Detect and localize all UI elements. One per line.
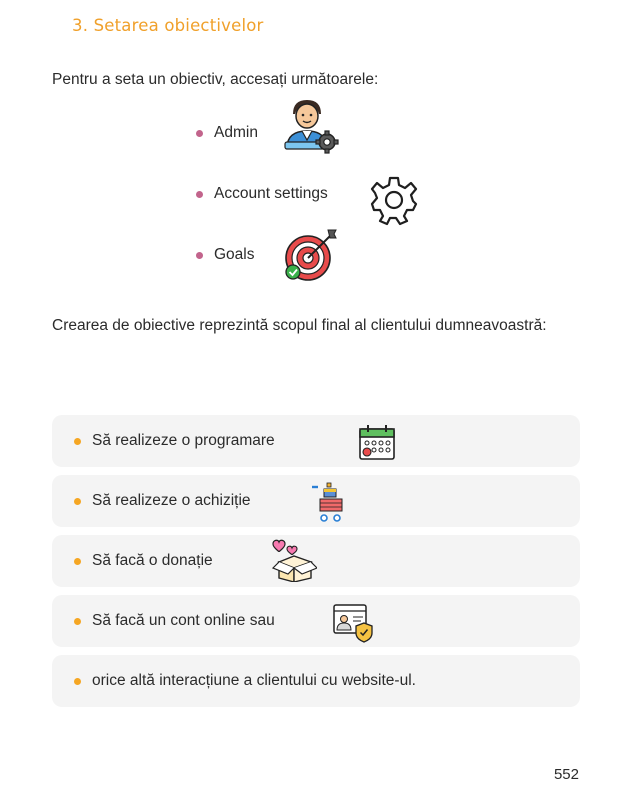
bullet-dot <box>74 678 81 685</box>
menu-item-goals <box>196 246 255 264</box>
bullet-dot <box>196 191 203 198</box>
menu-item-admin <box>196 124 258 142</box>
goal-card-label: orice altă interacțiune a clientului cu website-ul. <box>92 672 416 689</box>
goal-card-other <box>52 655 580 707</box>
menu-item-label: Admin <box>214 124 258 141</box>
target-icon <box>282 226 340 284</box>
bullet-dot <box>196 252 203 259</box>
bullet-dot <box>74 558 81 565</box>
menu-item-label: Account settings <box>214 185 328 202</box>
goals-intro-paragraph: Crearea de obiective reprezintă scopul final al clientului dumneavoastră: <box>52 317 547 334</box>
menu-item-account-settings <box>196 185 328 203</box>
calendar-icon <box>358 424 396 462</box>
intro-paragraph: Pentru a seta un obiectiv, accesați următoarele: <box>52 71 379 88</box>
goal-card-label: Să realizeze o achiziție <box>92 492 251 509</box>
goal-card-label: Să facă o donație <box>92 552 213 569</box>
shopping-cart-icon <box>310 481 350 525</box>
bullet-dot <box>74 438 81 445</box>
goal-card-label: Să facă un cont online sau <box>92 612 275 629</box>
goal-card-appointment <box>52 415 580 467</box>
goal-card-account <box>52 595 580 647</box>
bullet-dot <box>74 498 81 505</box>
gear-icon <box>368 174 420 226</box>
bullet-dot <box>74 618 81 625</box>
account-card-icon <box>332 603 374 643</box>
donation-box-icon <box>271 536 317 582</box>
admin-user-gear-icon <box>283 98 339 154</box>
goal-card-label: Să realizeze o programare <box>92 432 275 449</box>
bullet-dot <box>196 130 203 137</box>
page-number: 552 <box>553 766 579 783</box>
menu-item-label: Goals <box>214 246 255 263</box>
section-heading: 3. Setarea obiectivelor <box>72 16 264 35</box>
